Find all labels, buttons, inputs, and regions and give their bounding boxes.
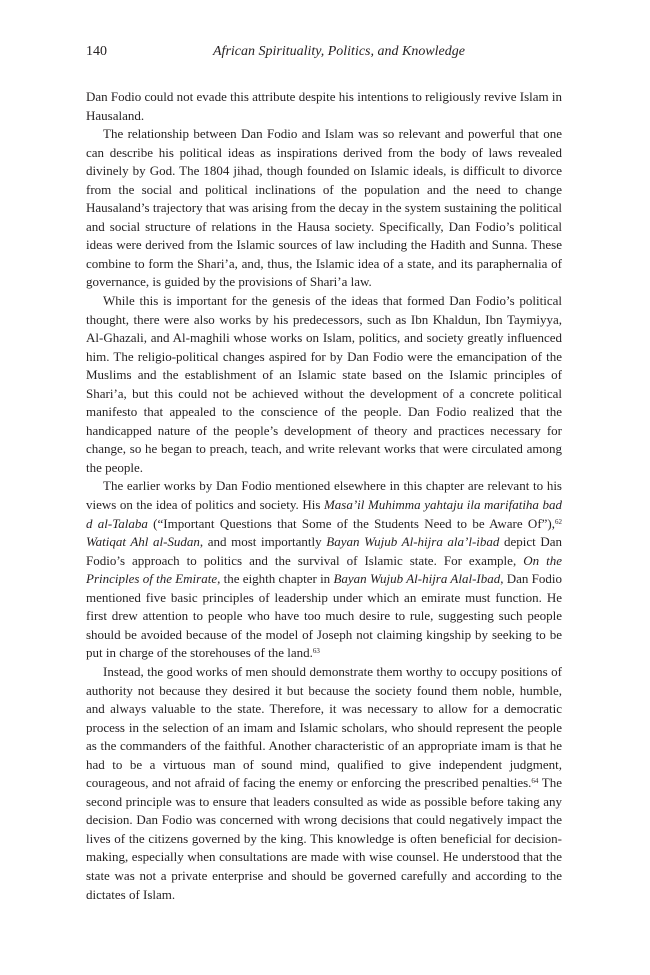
italic-title: Bayan Wujub Al-hijra Alal-Ibad xyxy=(333,571,501,587)
text-segment: , and most importantly xyxy=(199,534,327,550)
italic-title: Masa’il Muhimma yahtaju ila marifatiha bad d al-Talaba xyxy=(86,497,562,531)
footnote-marker: 63 xyxy=(312,647,320,656)
paragraph-1: Dan Fodio could not evade this attribute despite his intentions to religiously revive Islam in Hausaland. xyxy=(86,89,562,123)
paragraph-5 xyxy=(86,663,562,904)
footnote-marker: 64 xyxy=(531,777,539,786)
body-text xyxy=(86,88,562,904)
footnote-marker: 62 xyxy=(555,517,562,526)
text-segment: depict Dan Fodio’s approach to politics and the survival of Islamic state. For example, xyxy=(86,534,563,568)
italic-title: Bayan Wujub Al-hijra ala’l-ibad xyxy=(326,534,500,550)
italic-title: On the Principles of the Emirate xyxy=(86,552,562,587)
paragraph-2: The relationship between Dan Fodio and Islam was so relevant and powerful that one can describe his political ideas as inspirations derived from the body of laws revealed divinely by God. The 1804 jihad, though founded on Islamic ideals, is difficult to divorce from the social and political inclinations of the population and the need to change Hausaland’s trajectory that was arising from the decay in the system sustaining the political and social structure of relations in the Hausa society. Specifically, Dan Fodio’s political ideas were derived from the Islamic sources of law including the Hadith and Sunna. These combine to form the Shari’a, and, thus, the Islamic idea of a state, and its paraphernalia of governance, is guided by the provisions of Shari’a law. xyxy=(86,126,562,290)
page-number: 140 xyxy=(86,44,107,59)
text-segment: Instead, the good works of men should demonstrate them worthy to occupy positions of authority not because they desired it but because the society found them noble, humble, and always valuable to the state. Therefore, it was necessary to allow for a democratic process in the selection of an imam and Islamic scholars, who should represent the people as the commanders of the faithful. Another characteristic of an appropriate imam is that he had to be a virtuous man of sound mind, qualified to give independent judgment, courageous, and not afraid of facing the enemy or enforcing the prescribed penalties. xyxy=(86,663,562,791)
running-title: African Spirituality, Politics, and Knowledge xyxy=(213,44,465,59)
paragraph-3: While this is important for the genesis of the ideas that formed Dan Fodio’s political thought, there were also works by his predecessors, such as Ibn Khaldun, Ibn Taymiyya, Al-Ghazali, and Al-maghili whose works on Islam, politics, and society greatly influenced him. The religio-political changes aspired for by Dan Fodio were the emancipation of the Muslims and the establishment of an Islamic state based on the Islamic principles of Shari’a, but this could not be achieved without the development of a concrete political manifesto that appealed to the conscience of the people. Dan Fodio realized that the handicapped nature of the people’s development of theory and practices necessary for change, so he began to preach, teach, and write relevant works that were circulated among the people. xyxy=(86,293,562,475)
text-segment: , Dan Fodio mentioned five basic principles of leadership under which an emirate must function. He first drew attention to people who have too much desire to rule, suggesting such people should be avoided because of the model of Joseph not claiming kingship by seeking to be put in charge of the storehouses of the land. xyxy=(86,571,563,661)
text-segment: The earlier works by Dan Fodio mentioned elsewhere in this chapter are relevant to his views on the idea of politics and society. His xyxy=(86,478,562,513)
italic-title: Watiqat Ahl al-Sudan xyxy=(86,534,200,550)
running-head xyxy=(86,44,562,64)
text-segment: , the eighth chapter in xyxy=(217,571,334,587)
text-segment: (“Important Questions that Some of the Students Need to be Aware Of”), xyxy=(147,515,555,531)
text-segment: The second principle was to ensure that leaders consulted as wide as possible before taking any decision. Dan Fodio was concerned with wrong decisions that could negatively impact the lives of the citizens governed by the king. This knowledge is often beneficial for decision-making, especially when consultations are made with wise counsel. He understood that the state was not a private enterprise and should be governed carefully and according to the dictates of Islam. xyxy=(86,775,562,902)
paragraph-4 xyxy=(86,477,562,662)
